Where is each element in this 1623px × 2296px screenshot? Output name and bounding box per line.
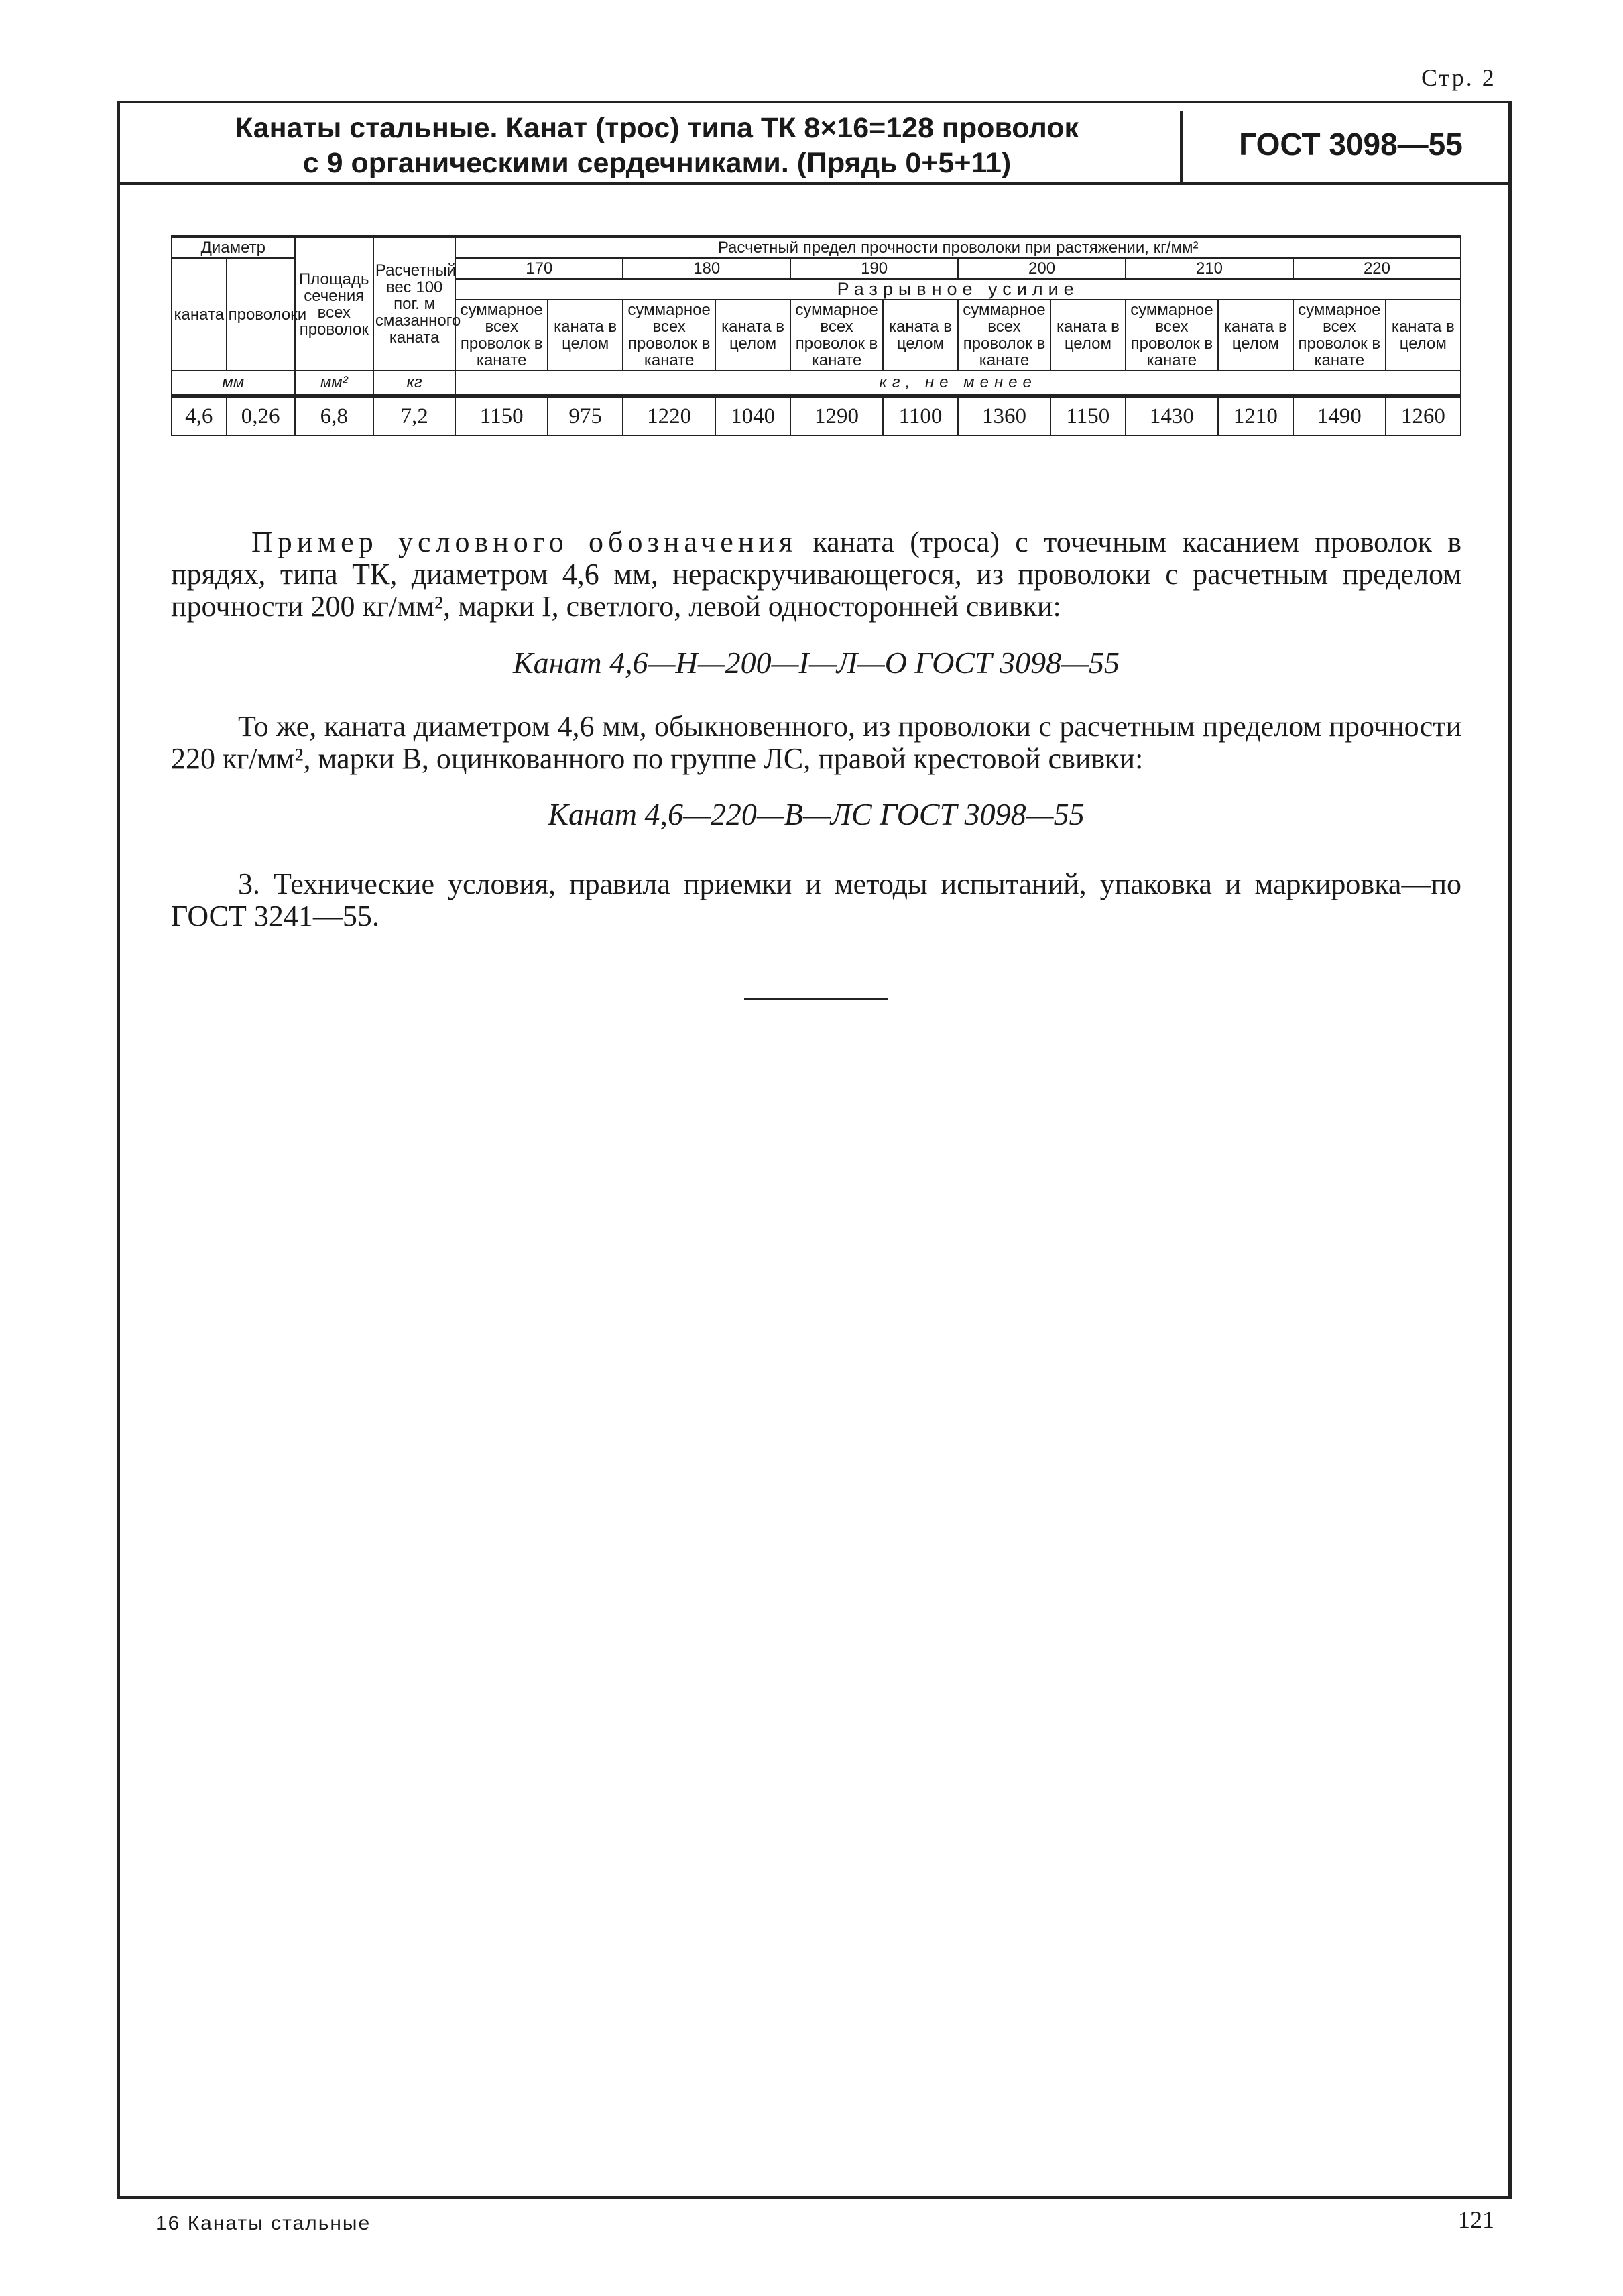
example2-paragraph: То же, каната диаметром 4,6 мм, обыкновенного, из проволоки с расчетным пределом прочности 220 кг/мм², марки В, оцинкованного по группе ЛС, правой крестовой свивки:: [171, 710, 1461, 775]
header-title-line2: с 9 органическими сердечниками. (Прядь 0+5+11): [302, 147, 1012, 179]
cell-force: 1150: [1050, 396, 1126, 436]
cell-area: 6,8: [295, 396, 373, 436]
strength-200: 200: [958, 258, 1126, 279]
whole-header: каната в целом: [883, 300, 958, 371]
breaking-force-header: Разрывное усилие: [455, 279, 1461, 300]
header-title-line1: Канаты стальные. Канат (трос) типа ТК 8×16=128 проволок: [235, 112, 1079, 144]
strength-220: 220: [1293, 258, 1461, 279]
sum-header: суммарное всех проволок в канате: [790, 300, 883, 371]
sum-header: суммарное всех проволок в канате: [958, 300, 1050, 371]
footer-left: 16 Канаты стальные: [156, 2212, 371, 2234]
example1-lead: Пример условного обозначения: [251, 526, 798, 558]
unit-kg: кг: [373, 371, 455, 396]
cell-rope-diameter: 4,6: [172, 396, 227, 436]
sum-header: суммарное всех проволок в канате: [455, 300, 548, 371]
cell-force: 1430: [1126, 396, 1218, 436]
cell-force: 1490: [1293, 396, 1386, 436]
header-divider: [117, 182, 1512, 185]
example1-formula: Канат 4,6—Н—200—I—Л—О ГОСТ 3098—55: [513, 646, 1120, 680]
whole-header: каната в целом: [548, 300, 623, 371]
area-header: Площадь сечения всех проволок: [295, 237, 373, 371]
cell-wire-diameter: 0,26: [227, 396, 295, 436]
example1-paragraph: [171, 526, 1461, 623]
cell-force: 1100: [883, 396, 958, 436]
cell-force: 1360: [958, 396, 1050, 436]
cell-force: 1210: [1218, 396, 1293, 436]
wire-diameter-header: проволоки: [227, 258, 295, 371]
cell-force: 1040: [715, 396, 790, 436]
diameter-header: Диаметр: [172, 237, 295, 259]
strength-190: 190: [790, 258, 958, 279]
cell-force: 975: [548, 396, 623, 436]
cell-force: 1220: [623, 396, 715, 436]
unit-kg-min: кг, не менее: [455, 371, 1461, 396]
whole-header: каната в целом: [1386, 300, 1461, 371]
example2-formula: Канат 4,6—220—В—ЛС ГОСТ 3098—55: [548, 797, 1085, 831]
cell-weight: 7,2: [373, 396, 455, 436]
whole-header: каната в целом: [715, 300, 790, 371]
whole-header: каната в целом: [1218, 300, 1293, 371]
sum-header: суммарное всех проволок в канате: [623, 300, 715, 371]
cell-force: 1290: [790, 396, 883, 436]
whole-header: каната в целом: [1050, 300, 1126, 371]
rope-specs-table: [171, 235, 1461, 436]
unit-mm: мм: [172, 371, 295, 396]
rope-diameter-header: каната: [172, 258, 227, 371]
page-number: Стр. 2: [1421, 64, 1496, 91]
section-end-rule: [744, 998, 888, 1000]
tensile-header: Расчетный предел прочности проволоки при растяжении, кг/мм²: [455, 237, 1461, 259]
strength-170: 170: [455, 258, 623, 279]
cell-force: 1150: [455, 396, 548, 436]
example1-text: каната (троса) с точечным касанием проволок в прядях, типа ТК, диаметром 4,6 мм, нераскручивающегося, из проволоки с расчетным пределом прочности 200 кг/мм², марки I, светлого, левой односторонней свивки:: [171, 526, 1462, 623]
table-row: [172, 396, 1461, 436]
cell-force: 1260: [1386, 396, 1461, 436]
sum-header: суммарное всех проволок в канате: [1293, 300, 1386, 371]
strength-210: 210: [1126, 258, 1293, 279]
weight-header: Расчетный вес 100 пог. м смазанного каната: [373, 237, 455, 371]
header-title: [154, 111, 1160, 180]
section3-paragraph: 3. Технические условия, правила приемки и методы испытаний, упаковка и маркировка—по ГОСТ 3241—55.: [171, 867, 1461, 932]
unit-mm2: мм²: [295, 371, 373, 396]
standard-number: ГОСТ 3098—55: [1239, 127, 1463, 162]
strength-180: 180: [623, 258, 790, 279]
sum-header: суммарное всех проволок в канате: [1126, 300, 1218, 371]
footer-page-number: 121: [1458, 2206, 1494, 2233]
header-separator: [1180, 111, 1183, 182]
